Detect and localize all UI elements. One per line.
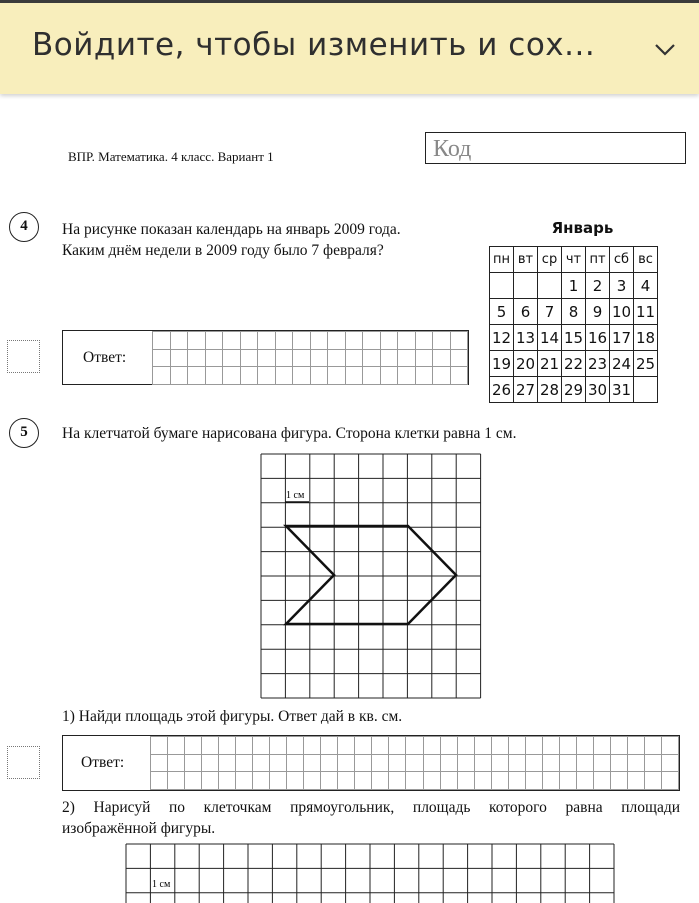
answer-cell[interactable] bbox=[275, 367, 293, 385]
calendar-day-cell: 19 bbox=[490, 351, 514, 377]
calendar-day-cell: 23 bbox=[586, 351, 610, 377]
answer-cell[interactable] bbox=[170, 349, 188, 367]
hexagon-figure bbox=[286, 526, 456, 624]
answer-cell[interactable] bbox=[258, 349, 276, 367]
answer-cell[interactable] bbox=[236, 754, 253, 772]
answer-cell[interactable] bbox=[321, 772, 338, 790]
answer-cell[interactable] bbox=[202, 754, 219, 772]
answer-cell[interactable] bbox=[188, 332, 206, 350]
answer-cell[interactable] bbox=[270, 772, 287, 790]
answer-cell[interactable] bbox=[440, 737, 457, 755]
answer-cell[interactable] bbox=[328, 332, 346, 350]
question-5-text: На клетчатой бумаге нарисована фигура. Сторона клетки равна 1 см. bbox=[62, 425, 517, 442]
answer-cell[interactable] bbox=[474, 737, 491, 755]
answer-cell[interactable] bbox=[253, 737, 270, 755]
answer-cell[interactable] bbox=[525, 754, 542, 772]
answer-cell[interactable] bbox=[372, 754, 389, 772]
answer-cell[interactable] bbox=[542, 772, 559, 790]
answer-cell[interactable] bbox=[433, 332, 451, 350]
answer-cell[interactable] bbox=[380, 367, 398, 385]
answer-cell[interactable] bbox=[610, 737, 627, 755]
answer-cell[interactable] bbox=[338, 772, 355, 790]
calendar-day-header: пн bbox=[490, 247, 514, 273]
answer-cell[interactable] bbox=[310, 367, 328, 385]
calendar-day-header: чт bbox=[562, 247, 586, 273]
answer-cell[interactable] bbox=[168, 754, 185, 772]
answer-cell[interactable] bbox=[202, 772, 219, 790]
calendar-day-cell bbox=[634, 377, 658, 403]
answer-cell[interactable] bbox=[321, 737, 338, 755]
answer-cell[interactable] bbox=[219, 772, 236, 790]
answer-cell[interactable] bbox=[270, 737, 287, 755]
figure-grid bbox=[260, 453, 482, 699]
answer-cell[interactable] bbox=[240, 332, 258, 350]
answer-cell[interactable] bbox=[185, 737, 202, 755]
answer-cell[interactable] bbox=[188, 367, 206, 385]
scale-label: 1 см bbox=[286, 490, 305, 501]
calendar-day-cell: 30 bbox=[586, 377, 610, 403]
answer-cell[interactable] bbox=[185, 772, 202, 790]
answer-cell[interactable] bbox=[310, 349, 328, 367]
question-5-answer-cells[interactable] bbox=[150, 736, 679, 790]
answer-cell[interactable] bbox=[380, 349, 398, 367]
answer-cell[interactable] bbox=[321, 754, 338, 772]
calendar-table bbox=[489, 246, 658, 403]
answer-cell[interactable] bbox=[398, 349, 416, 367]
calendar-day-cell: 24 bbox=[610, 351, 634, 377]
question-4-score-box bbox=[7, 340, 40, 373]
scale-label-2: 1 см bbox=[152, 879, 171, 890]
answer-cell[interactable] bbox=[293, 349, 311, 367]
answer-cell[interactable] bbox=[440, 754, 457, 772]
calendar-day-header: вс bbox=[634, 247, 658, 273]
answer-cell[interactable] bbox=[593, 754, 610, 772]
answer-cell[interactable] bbox=[205, 349, 223, 367]
calendar-day-header: сб bbox=[610, 247, 634, 273]
answer-cell[interactable] bbox=[202, 737, 219, 755]
question-5-answer-label: Ответ: bbox=[81, 754, 125, 771]
calendar-day-cell: 28 bbox=[538, 377, 562, 403]
page-header-title: ВПР. Математика. 4 класс. Вариант 1 bbox=[68, 149, 274, 164]
calendar-day-cell: 26 bbox=[490, 377, 514, 403]
answer-cell[interactable] bbox=[304, 754, 321, 772]
answer-cell[interactable] bbox=[240, 367, 258, 385]
answer-cell[interactable] bbox=[153, 367, 171, 385]
answer-cell[interactable] bbox=[287, 737, 304, 755]
answer-cell[interactable] bbox=[508, 754, 525, 772]
answer-cell[interactable] bbox=[240, 349, 258, 367]
answer-cell[interactable] bbox=[406, 754, 423, 772]
answer-cell[interactable] bbox=[627, 772, 644, 790]
answer-cell[interactable] bbox=[363, 367, 381, 385]
answer-cell[interactable] bbox=[223, 367, 241, 385]
answer-cell[interactable] bbox=[258, 367, 276, 385]
answer-cell[interactable] bbox=[627, 737, 644, 755]
answer-cell[interactable] bbox=[338, 754, 355, 772]
answer-cell[interactable] bbox=[457, 754, 474, 772]
answer-cell[interactable] bbox=[287, 772, 304, 790]
calendar-day-cell: 17 bbox=[610, 325, 634, 351]
calendar-day-cell: 25 bbox=[634, 351, 658, 377]
question-5-number: 5 bbox=[9, 418, 39, 448]
answer-cell[interactable] bbox=[153, 349, 171, 367]
calendar-day-cell: 8 bbox=[562, 299, 586, 325]
answer-cell[interactable] bbox=[610, 754, 627, 772]
answer-cell[interactable] bbox=[270, 754, 287, 772]
answer-cell[interactable] bbox=[345, 349, 363, 367]
calendar-day-cell: 3 bbox=[610, 273, 634, 299]
answer-cell[interactable] bbox=[219, 754, 236, 772]
calendar-day-cell: 5 bbox=[490, 299, 514, 325]
answer-cell[interactable] bbox=[457, 772, 474, 790]
answer-cell[interactable] bbox=[205, 332, 223, 350]
answer-cell[interactable] bbox=[525, 737, 542, 755]
answer-cell[interactable] bbox=[151, 772, 168, 790]
answer-cell[interactable] bbox=[258, 332, 276, 350]
calendar-title: Январь bbox=[551, 219, 614, 237]
answer-cell[interactable] bbox=[610, 772, 627, 790]
answer-cell[interactable] bbox=[151, 737, 168, 755]
question-4-answer-box[interactable] bbox=[62, 330, 469, 385]
answer-cell[interactable] bbox=[559, 737, 576, 755]
answer-cell[interactable] bbox=[304, 772, 321, 790]
answer-cell[interactable] bbox=[406, 737, 423, 755]
calendar-day-cell: 1 bbox=[562, 273, 586, 299]
answer-cell[interactable] bbox=[253, 754, 270, 772]
answer-cell[interactable] bbox=[423, 754, 440, 772]
calendar-day-cell bbox=[538, 273, 562, 299]
answer-cell[interactable] bbox=[627, 754, 644, 772]
answer-cell[interactable] bbox=[440, 772, 457, 790]
answer-cell[interactable] bbox=[491, 772, 508, 790]
answer-cell[interactable] bbox=[491, 737, 508, 755]
answer-cell[interactable] bbox=[363, 349, 381, 367]
calendar-day-cell: 29 bbox=[562, 377, 586, 403]
calendar-day-cell: 16 bbox=[586, 325, 610, 351]
sign-in-banner[interactable] bbox=[0, 0, 699, 94]
calendar-day-header: вт bbox=[514, 247, 538, 273]
answer-cell[interactable] bbox=[168, 772, 185, 790]
answer-cell[interactable] bbox=[372, 772, 389, 790]
calendar-day-cell: 4 bbox=[634, 273, 658, 299]
answer-cell[interactable] bbox=[380, 332, 398, 350]
answer-cell[interactable] bbox=[310, 332, 328, 350]
calendar-day-cell: 22 bbox=[562, 351, 586, 377]
answer-cell[interactable] bbox=[253, 772, 270, 790]
answer-cell[interactable] bbox=[415, 367, 433, 385]
answer-cell[interactable] bbox=[450, 332, 468, 350]
question-4-answer-cells[interactable] bbox=[152, 331, 468, 385]
answer-cell[interactable] bbox=[593, 737, 610, 755]
answer-cell[interactable] bbox=[345, 367, 363, 385]
answer-cell[interactable] bbox=[644, 737, 661, 755]
calendar-day-cell: 6 bbox=[514, 299, 538, 325]
question-5-part2-line2: изображённой фигуры. bbox=[62, 820, 216, 837]
answer-cell[interactable] bbox=[389, 737, 406, 755]
answer-cell[interactable] bbox=[491, 754, 508, 772]
calendar-day-cell: 10 bbox=[610, 299, 634, 325]
answer-cell[interactable] bbox=[406, 772, 423, 790]
answer-cell[interactable] bbox=[168, 737, 185, 755]
banner-title: Войдите, чтобы изменить и сох... bbox=[32, 27, 596, 63]
question-5-score-box bbox=[7, 746, 40, 779]
calendar-day-cell: 21 bbox=[538, 351, 562, 377]
answer-cell[interactable] bbox=[661, 772, 678, 790]
question-5-answer-box[interactable] bbox=[62, 735, 680, 791]
answer-cell[interactable] bbox=[423, 737, 440, 755]
calendar-day-header: ср bbox=[538, 247, 562, 273]
answer-cell[interactable] bbox=[153, 332, 171, 350]
answer-cell[interactable] bbox=[293, 332, 311, 350]
answer-cell[interactable] bbox=[457, 737, 474, 755]
calendar-day-cell: 18 bbox=[634, 325, 658, 351]
answer-cell[interactable] bbox=[433, 367, 451, 385]
answer-cell[interactable] bbox=[236, 772, 253, 790]
answer-cell[interactable] bbox=[223, 332, 241, 350]
answer-cell[interactable] bbox=[205, 367, 223, 385]
answer-cell[interactable] bbox=[293, 367, 311, 385]
answer-cell[interactable] bbox=[328, 349, 346, 367]
answer-cell[interactable] bbox=[328, 367, 346, 385]
calendar-day-cell: 11 bbox=[634, 299, 658, 325]
answer-cell[interactable] bbox=[415, 332, 433, 350]
answer-cell[interactable] bbox=[236, 737, 253, 755]
answer-cell[interactable] bbox=[355, 737, 372, 755]
calendar-day-cell bbox=[490, 273, 514, 299]
question-4-text-line1: На рисунке показан календарь на январь 2009 года. bbox=[62, 221, 401, 238]
answer-cell[interactable] bbox=[219, 737, 236, 755]
answer-cell[interactable] bbox=[304, 737, 321, 755]
answer-cell[interactable] bbox=[151, 754, 168, 772]
answer-cell[interactable] bbox=[508, 772, 525, 790]
calendar-day-cell: 14 bbox=[538, 325, 562, 351]
answer-cell[interactable] bbox=[576, 772, 593, 790]
drawing-grid[interactable] bbox=[125, 843, 618, 903]
calendar-day-cell: 2 bbox=[586, 273, 610, 299]
answer-cell[interactable] bbox=[474, 772, 491, 790]
answer-cell[interactable] bbox=[576, 754, 593, 772]
drawing-grid-lines bbox=[126, 844, 614, 903]
answer-cell[interactable] bbox=[644, 772, 661, 790]
answer-cell[interactable] bbox=[542, 737, 559, 755]
answer-cell[interactable] bbox=[355, 772, 372, 790]
calendar-day-cell: 13 bbox=[514, 325, 538, 351]
answer-cell[interactable] bbox=[542, 754, 559, 772]
answer-cell[interactable] bbox=[433, 349, 451, 367]
answer-cell[interactable] bbox=[423, 772, 440, 790]
answer-cell[interactable] bbox=[345, 332, 363, 350]
answer-cell[interactable] bbox=[508, 737, 525, 755]
calendar-day-cell: 31 bbox=[610, 377, 634, 403]
answer-cell[interactable] bbox=[389, 754, 406, 772]
answer-cell[interactable] bbox=[661, 737, 678, 755]
answer-cell[interactable] bbox=[525, 772, 542, 790]
answer-cell[interactable] bbox=[593, 772, 610, 790]
question-5-part2-line1: 2) Нарисуй по клеточкам прямоугольник, площадь которого равна площади bbox=[62, 799, 680, 816]
calendar-day-cell: 7 bbox=[538, 299, 562, 325]
answer-cell[interactable] bbox=[170, 367, 188, 385]
calendar-day-header: пт bbox=[586, 247, 610, 273]
calendar-day-cell bbox=[514, 273, 538, 299]
answer-cell[interactable] bbox=[372, 737, 389, 755]
question-4-text-line2: Каким днём недели в 2009 году было 7 февраля? bbox=[62, 242, 384, 259]
question-5-part1: 1) Найди площадь этой фигуры. Ответ дай в кв. см. bbox=[62, 708, 403, 725]
calendar-day-cell: 15 bbox=[562, 325, 586, 351]
chevron-down-icon[interactable] bbox=[648, 33, 682, 67]
code-placeholder: Код bbox=[433, 136, 472, 162]
answer-cell[interactable] bbox=[559, 772, 576, 790]
answer-cell[interactable] bbox=[363, 332, 381, 350]
answer-cell[interactable] bbox=[398, 332, 416, 350]
answer-cell[interactable] bbox=[170, 332, 188, 350]
answer-cell[interactable] bbox=[398, 367, 416, 385]
answer-cell[interactable] bbox=[450, 367, 468, 385]
answer-cell[interactable] bbox=[338, 737, 355, 755]
calendar-day-cell: 20 bbox=[514, 351, 538, 377]
calendar-day-cell: 12 bbox=[490, 325, 514, 351]
answer-cell[interactable] bbox=[287, 754, 304, 772]
answer-cell[interactable] bbox=[355, 754, 372, 772]
answer-cell[interactable] bbox=[389, 772, 406, 790]
answer-cell[interactable] bbox=[188, 349, 206, 367]
answer-cell[interactable] bbox=[185, 754, 202, 772]
calendar-day-cell: 27 bbox=[514, 377, 538, 403]
answer-cell[interactable] bbox=[275, 349, 293, 367]
answer-cell[interactable] bbox=[415, 349, 433, 367]
answer-cell[interactable] bbox=[661, 754, 678, 772]
question-4-number: 4 bbox=[9, 212, 39, 242]
answer-cell[interactable] bbox=[474, 754, 491, 772]
answer-cell[interactable] bbox=[644, 754, 661, 772]
answer-cell[interactable] bbox=[275, 332, 293, 350]
answer-cell[interactable] bbox=[576, 737, 593, 755]
answer-cell[interactable] bbox=[450, 349, 468, 367]
answer-cell[interactable] bbox=[223, 349, 241, 367]
code-field[interactable] bbox=[425, 132, 686, 164]
answer-cell[interactable] bbox=[559, 754, 576, 772]
question-4-answer-label: Ответ: bbox=[83, 349, 127, 366]
calendar-day-cell: 9 bbox=[586, 299, 610, 325]
